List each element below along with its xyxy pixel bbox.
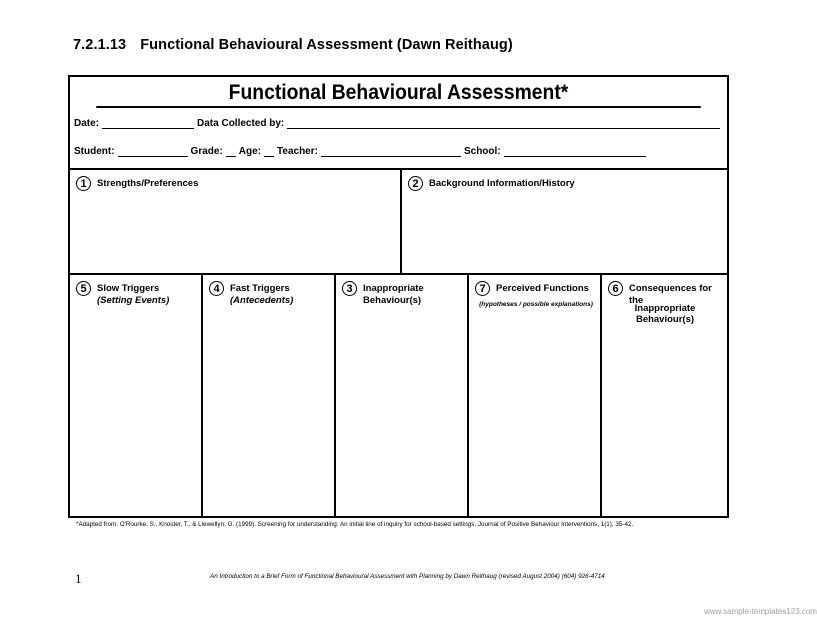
form-title: Functional Behavioural Assessment* (96, 77, 700, 108)
box-label: Slow Triggers (97, 283, 160, 294)
watermark: www.sample-templates123.com (704, 607, 817, 616)
footnote: *Adapted from: O'Rourke, S., Knoster, T., & Llewellyn, G. (1999). Screening for understanding: An initial line of inquiry for school-based settings. Journal of Positive Behaviour Interventions, 1(1), 35-42. (76, 521, 634, 528)
section-number: 7.2.1.13 (73, 37, 127, 53)
box-inappropriate-behaviours[interactable] (336, 275, 469, 516)
number-badge-4: 4 (209, 281, 224, 296)
info-section (70, 108, 727, 170)
info-line-2 (74, 146, 649, 157)
school-field[interactable] (504, 146, 646, 157)
box-background-information[interactable] (402, 170, 727, 275)
data-collected-by-label: Data Collected by: (197, 118, 285, 129)
number-badge-6: 6 (608, 281, 623, 296)
grade-label: Grade: (190, 146, 223, 157)
box-label: Background Information/History (429, 178, 575, 189)
number-badge-5: 5 (76, 281, 91, 296)
section-title: Functional Behavioural Assessment (Dawn Reithaug) (140, 37, 513, 53)
box-label: Fast Triggers (230, 283, 290, 294)
box-strengths-preferences[interactable] (70, 170, 402, 275)
school-label: School: (463, 146, 501, 157)
box-label: Inappropriate (363, 283, 424, 294)
document-heading (73, 37, 513, 53)
box-slow-triggers[interactable] (70, 275, 203, 516)
box-sublabel: (Setting Events) (97, 295, 170, 306)
info-line-1 (74, 118, 723, 129)
date-field[interactable] (102, 118, 194, 129)
number-badge-3: 3 (342, 281, 357, 296)
box-fast-triggers[interactable] (203, 275, 336, 516)
box-perceived-functions[interactable] (469, 275, 602, 516)
teacher-field[interactable] (321, 146, 461, 157)
box-label: Strengths/Preferences (97, 178, 199, 189)
data-collected-by-field[interactable] (287, 118, 720, 129)
number-badge-7: 7 (475, 281, 490, 296)
credit-line: An Introduction to a Brief Form of Functional Behavioural Assessment with Planning by Dawn Reithaug (revised August 2004) (604) 926-4714 (210, 573, 605, 580)
student-field[interactable] (118, 146, 188, 157)
box-sublabel: (Antecedents) (230, 295, 294, 306)
assessment-form (68, 75, 729, 518)
teacher-label: Teacher: (277, 146, 318, 157)
box-sublabel: (hypotheses / possible explanations) (479, 301, 593, 308)
page-number: 1 (75, 571, 82, 586)
box-consequences[interactable] (602, 275, 727, 516)
box-label-line2: Behaviour(s) (363, 295, 422, 306)
age-field[interactable] (264, 146, 274, 157)
student-label: Student: (74, 146, 115, 157)
box-label: Perceived Functions (496, 283, 589, 294)
number-badge-2: 2 (408, 176, 423, 191)
box-label: Consequences for the (629, 283, 712, 306)
box-label-line2: Inappropriate Behaviour(s) (634, 303, 696, 325)
number-badge-1: 1 (76, 176, 91, 191)
age-label: Age: (238, 146, 262, 157)
date-label: Date: (74, 118, 100, 129)
grade-field[interactable] (226, 146, 236, 157)
